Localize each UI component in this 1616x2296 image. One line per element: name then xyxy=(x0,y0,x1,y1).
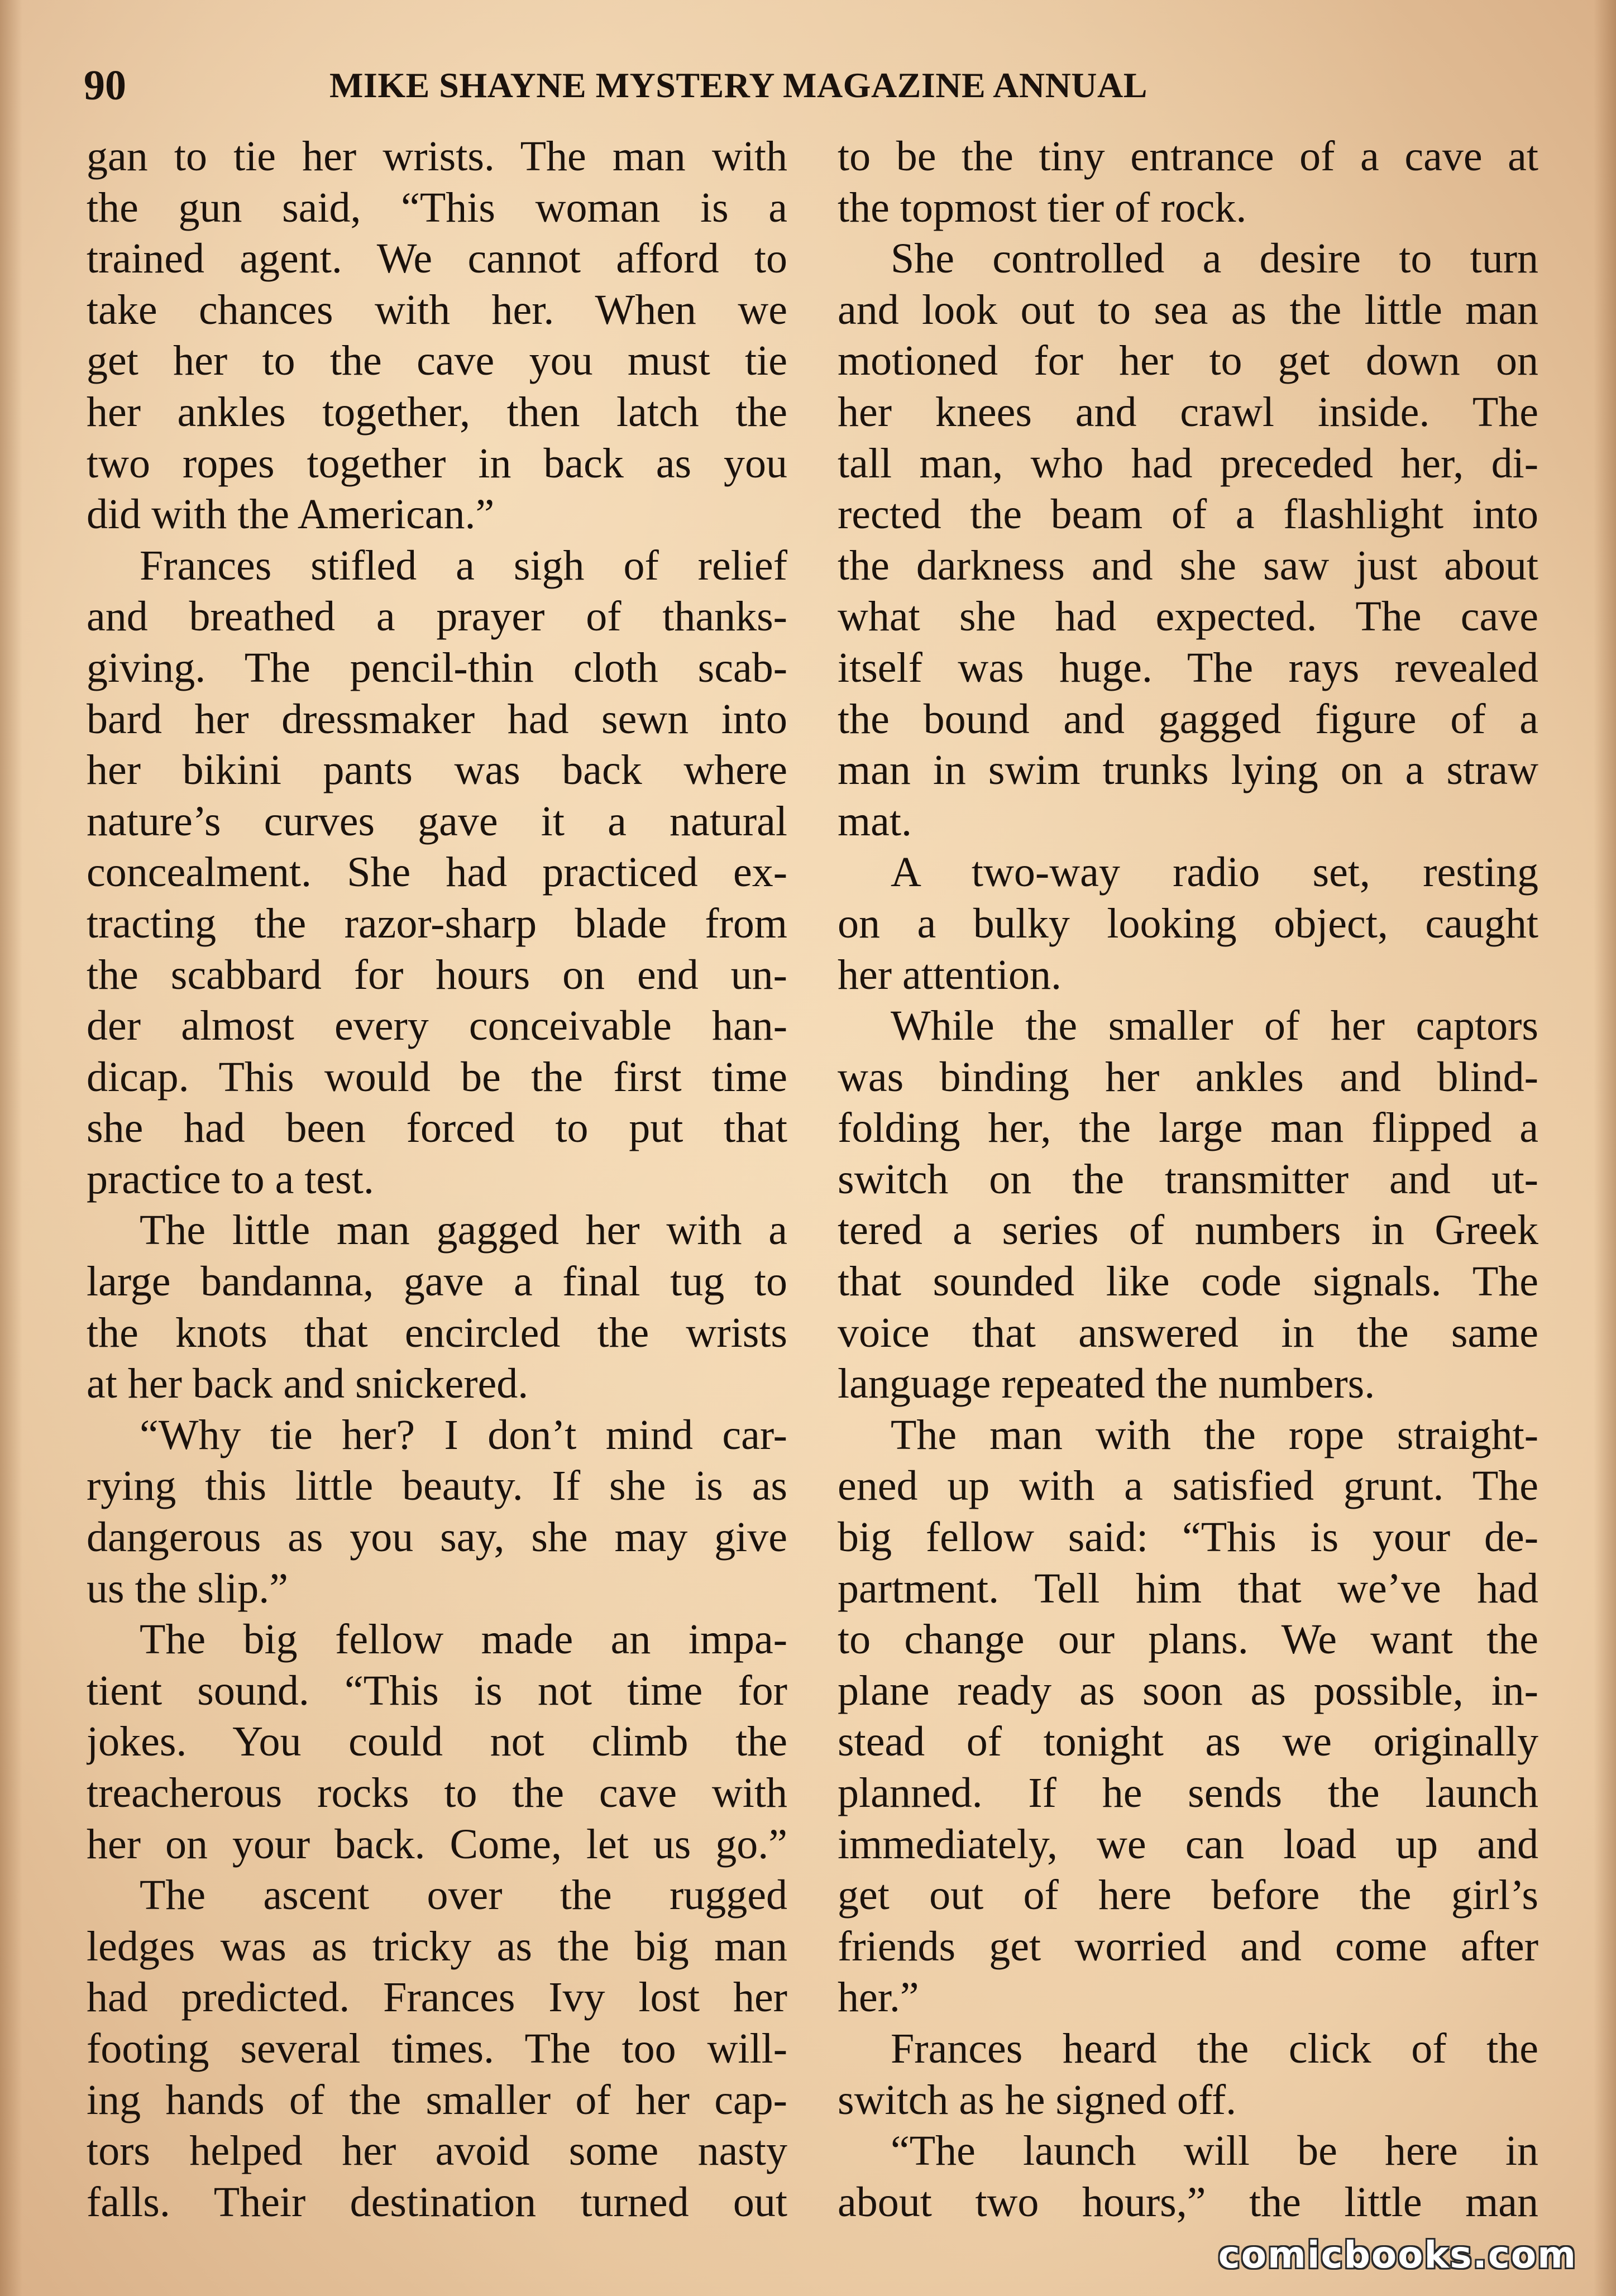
text-line: itself was huge. The rays revealed xyxy=(838,644,1538,691)
text-line: her bikini pants was back where xyxy=(87,747,787,794)
text-line: dicap. This would be the first time xyxy=(87,1053,787,1101)
text-line: two ropes together in back as you xyxy=(87,439,787,487)
text-line: her knees and crawl inside. The xyxy=(838,388,1538,436)
text-line: While the smaller of her captors xyxy=(891,1002,1538,1050)
watermark: comicbooks.com xyxy=(1218,2233,1577,2276)
text-line: her on your back. Come, let us go.” xyxy=(87,1820,787,1868)
text-line: folding her, the large man flipped a xyxy=(838,1104,1538,1152)
running-title: MIKE SHAYNE MYSTERY MAGAZINE ANNUAL xyxy=(329,65,1148,105)
text-line: voice that answered in the same xyxy=(838,1309,1538,1356)
text-line: get out of here before the girl’s xyxy=(838,1872,1538,1919)
page-edge-shadow-right xyxy=(1594,0,1616,2296)
text-line: tered a series of numbers in Greek xyxy=(838,1207,1538,1254)
text-line: the topmost tier of rock. xyxy=(838,184,1247,231)
text-line: friends get worried and come after xyxy=(838,1922,1538,1970)
page-edge-shadow-left xyxy=(0,0,22,2296)
text-line: nature’s curves gave it a natural xyxy=(87,797,787,845)
text-line: the knots that encircled the wrists xyxy=(87,1309,787,1356)
text-line: planned. If he sends the launch xyxy=(838,1769,1538,1816)
page-number: 90 xyxy=(84,62,126,109)
text-line: and look out to sea as the little man xyxy=(838,286,1538,333)
text-line: that sounded like code signals. The xyxy=(838,1258,1538,1305)
text-line: The little man gagged her with a xyxy=(140,1207,787,1254)
text-line: at her back and snickered. xyxy=(87,1360,529,1408)
text-line: switch as he signed off. xyxy=(838,2076,1237,2123)
text-line: large bandanna, gave a final tug to xyxy=(87,1258,787,1305)
text-line: falls. Their destination turned out xyxy=(87,2178,787,2226)
text-line: the darkness and she saw just about xyxy=(838,542,1538,589)
text-line: footing several times. The too will- xyxy=(87,2025,787,2072)
text-line: tall man, who had preceded her, di- xyxy=(838,439,1538,487)
text-line: gan to tie her wrists. The man with xyxy=(87,133,787,180)
text-line: tors helped her avoid some nasty xyxy=(87,2127,787,2175)
text-line: giving. The pencil-thin cloth scab- xyxy=(87,644,787,691)
text-line: us the slip.” xyxy=(87,1565,288,1612)
text-line: to change our plans. We want the xyxy=(838,1616,1538,1663)
text-line: “Why tie her? I don’t mind car- xyxy=(140,1411,787,1458)
text-line: get her to the cave you must tie xyxy=(87,337,787,385)
text-line: what she had expected. The cave xyxy=(838,593,1538,640)
text-line: Frances stifled a sigh of relief xyxy=(140,542,787,589)
text-line: The man with the rope straight- xyxy=(891,1411,1538,1458)
text-line: treacherous rocks to the cave with xyxy=(87,1769,787,1816)
text-line: to be the tiny entrance of a cave at xyxy=(838,133,1538,180)
text-line: stead of tonight as we originally xyxy=(838,1718,1538,1766)
text-line: on a bulky looking object, caught xyxy=(838,900,1538,947)
text-line: Frances heard the click of the xyxy=(891,2025,1538,2072)
text-line: jokes. You could not climb the xyxy=(87,1718,787,1766)
text-line: take chances with her. When we xyxy=(87,286,787,333)
text-line: language repeated the numbers. xyxy=(838,1360,1375,1408)
text-line: her.” xyxy=(838,1974,919,2021)
text-line: her attention. xyxy=(838,951,1062,998)
text-line: The ascent over the rugged xyxy=(140,1872,787,1919)
text-column-left xyxy=(87,131,787,2228)
text-line: trained agent. We cannot afford to xyxy=(87,235,787,283)
text-line: ened up with a satisfied grunt. The xyxy=(838,1462,1538,1510)
text-line: and breathed a prayer of thanks- xyxy=(87,593,787,640)
text-line: dangerous as you say, she may give xyxy=(87,1514,787,1561)
text-line: The big fellow made an impa- xyxy=(140,1616,787,1663)
text-line: her ankles together, then latch the xyxy=(87,388,787,436)
text-line: the bound and gagged figure of a xyxy=(838,695,1538,743)
text-line: mat. xyxy=(838,797,912,845)
text-line: ing hands of the smaller of her cap- xyxy=(87,2076,787,2123)
text-line: man in swim trunks lying on a straw xyxy=(838,747,1538,794)
text-line: ledges was as tricky as the big man xyxy=(87,1922,787,1970)
text-line: rying this little beauty. If she is as xyxy=(87,1462,787,1510)
text-column-right xyxy=(838,131,1538,2228)
text-line: “The launch will be here in xyxy=(891,2127,1538,2175)
text-line: was binding her ankles and blind- xyxy=(838,1053,1538,1101)
text-line: immediately, we can load up and xyxy=(838,1820,1538,1868)
text-line: rected the beam of a flashlight into xyxy=(838,491,1538,538)
text-line: partment. Tell him that we’ve had xyxy=(838,1565,1538,1612)
text-line: plane ready as soon as possible, in- xyxy=(838,1667,1538,1714)
text-line: She controlled a desire to turn xyxy=(891,235,1538,283)
text-line: the gun said, “This woman is a xyxy=(87,184,787,231)
text-line: practice to a test. xyxy=(87,1155,374,1203)
text-line: tracting the razor-sharp blade from xyxy=(87,900,787,947)
page-header xyxy=(84,60,1547,111)
text-line: tient sound. “This is not time for xyxy=(87,1667,787,1714)
text-line: der almost every conceivable han- xyxy=(87,1002,787,1050)
text-line: A two-way radio set, resting xyxy=(891,849,1538,896)
text-line: about two hours,” the little man xyxy=(838,2178,1538,2226)
text-line: motioned for her to get down on xyxy=(838,337,1538,385)
text-line: the scabbard for hours on end un- xyxy=(87,951,787,998)
text-line: switch on the transmitter and ut- xyxy=(838,1155,1538,1203)
text-line: she had been forced to put that xyxy=(87,1104,787,1152)
text-line: did with the American.” xyxy=(87,491,495,538)
text-line: had predicted. Frances Ivy lost her xyxy=(87,1974,787,2021)
text-line: bard her dressmaker had sewn into xyxy=(87,695,787,743)
text-line: big fellow said: “This is your de- xyxy=(838,1514,1538,1561)
text-line: concealment. She had practiced ex- xyxy=(87,849,787,896)
